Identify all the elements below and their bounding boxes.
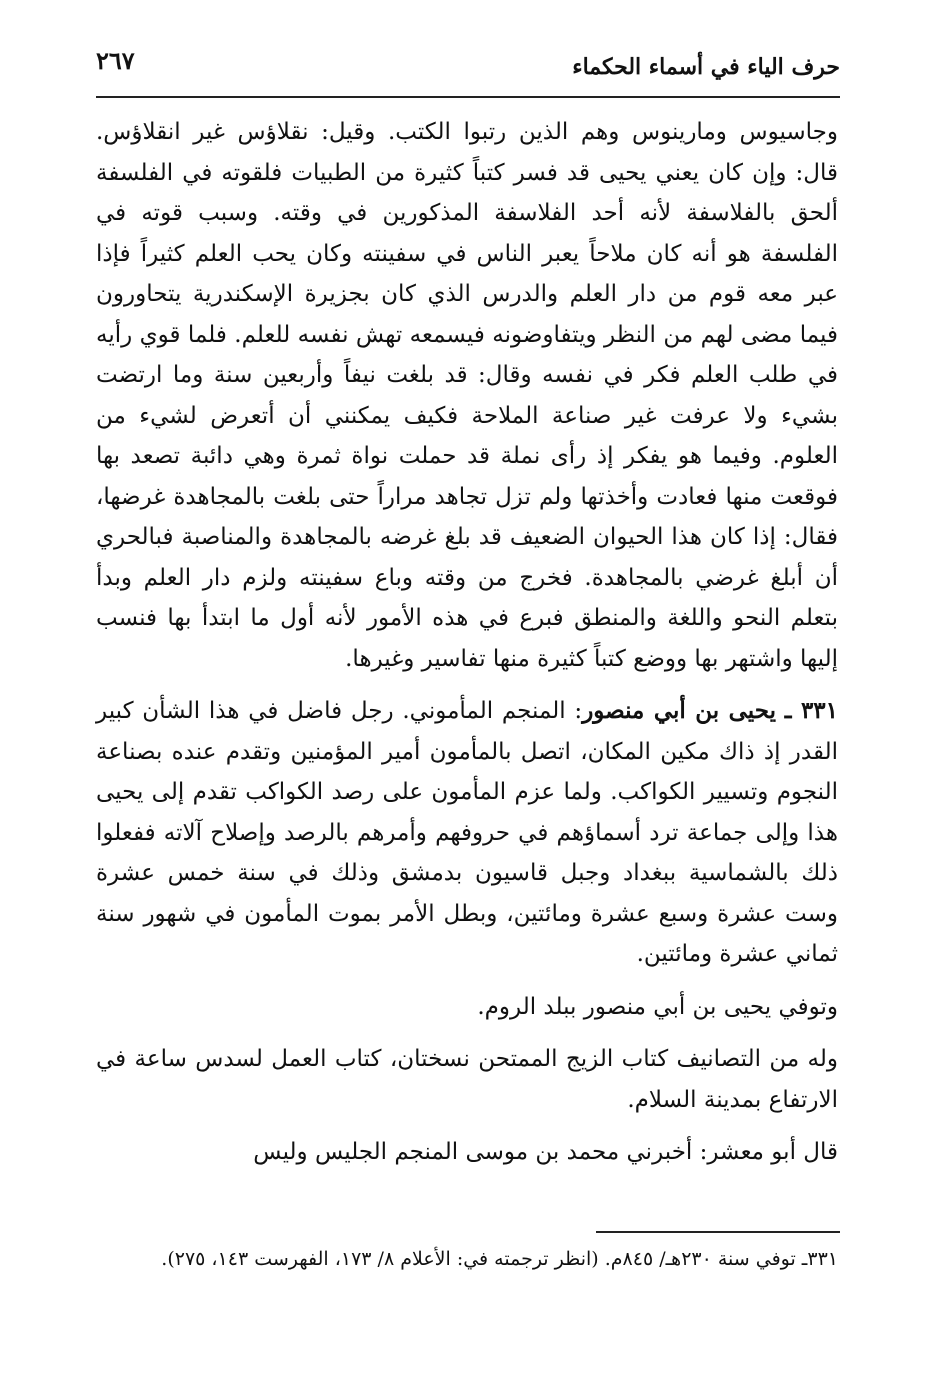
paragraph-death: وتوفي يحيى بن أبي منصور ببلد الروم. bbox=[477, 993, 838, 1020]
entry-text: : المنجم المأموني. رجل فاضل في هذا الشأن كبير القدر إذ ذاك مكين المكان، اتصل بالمأمون أمير المؤمنين وتقدم عنده بصناعة النجوم وتسيير الكواكب. ولما عزم المأمون على رصد الكواكب تقدم إلى يحيى هذا وإلى جماعة ترد أسماؤهم في حروفهم وأمرهم بالرصد وإصلاح آلاته ففعلوا ذلك بالشماسية ببغداد وجبل قاسيون بدمشق وذلك في سنة خمس عشرة وست عشرة وسبع عشرة ومائتين، وبطل الأمر بموت المأمون في شهور سنة ثماني عشرة ومائتين. bbox=[96, 698, 838, 967]
footnote-text: ٣٣١ـ توفي سنة ٢٣٠هـ/ ٨٤٥م. (انظر ترجمته في: الأعلام ٨/ ١٧٣، الفهرست ١٤٣، ٢٧٥). bbox=[161, 1248, 838, 1270]
running-head bbox=[96, 40, 840, 88]
page-number: ٢٦٧ bbox=[96, 46, 135, 75]
entry-paragraph bbox=[96, 691, 838, 975]
paragraph-abu-mashar: قال أبو معشر: أخبرني محمد بن موسى المنجم الجليس وليس bbox=[253, 1139, 838, 1165]
footnote-divider bbox=[596, 1231, 840, 1233]
paragraph-works: وله من التصانيف كتاب الزيج الممتحن نسختان، كتاب العمل لسدس ساعة في الارتفاع بمدينة السلام. bbox=[96, 1046, 838, 1113]
paragraph-1: وجاسيوس ومارينوس وهم الذين رتبوا الكتب. وقيل: نقلاؤس غير انقلاؤس. قال: وإن كان يعني يحيى قد فسر كتباً كثيرة من الطبيات فلقوته في الفلسفة ألحق بالفلاسفة لأنه أحد الفلاسفة المذكورين في وقته. وسبب قوته في الفلسفة هو أنه كان ملاحاً يعبر الناس في سفينته وكان يحب العلم كثيراً فإذا عبر معه قوم من دار العلم والدرس الذي كان بجزيرة الإسكندرية يتحاورون فيما مضى لهم من النظر ويتفاوضونه فيسمعه تهش نفسه للعلم. فلما قوي رأيه في طلب العلم فكر في نفسه وقال: قد بلغت نيفاً وأربعين سنة وما ارتضت بشيء ولا عرفت غير صناعة الملاحة فكيف يمكنني أن أتعرض لشيء من العلوم. وفيما هو يفكر إذ رأى نملة قد حملت نواة ثمرة وهي دائبة تصعد بها فوقعت منها فعادت وأخذتها ولم تزل تجاهد مراراً حتى بلغت بالمجاهدة غرضها، فقال: إذا كان هذا الحيوان الضعيف قد بلغ غرضه بالمجاهدة والمناصبة فبالحري أن أبلغ غرضي بالمجاهدة. فخرج من وقته وباع سفينته ولزم دار العلم وبدأ بتعلم النحو واللغة والمنطق فبرع في هذه الأمور لأنه أول ما ابتدأ بها فنسب إليها واشتهر بها ووضع كتباً كثيرة منها تفاسير وغيرها. bbox=[96, 119, 838, 672]
footnote bbox=[96, 1242, 838, 1276]
entry-number: ٣٣١ ـ bbox=[784, 697, 839, 724]
entry-name: يحيى بن أبي منصور bbox=[582, 697, 776, 724]
header-divider bbox=[96, 96, 840, 98]
running-head-title: حرف الياء في أسماء الحكماء bbox=[572, 54, 840, 80]
main-text bbox=[96, 112, 838, 1173]
